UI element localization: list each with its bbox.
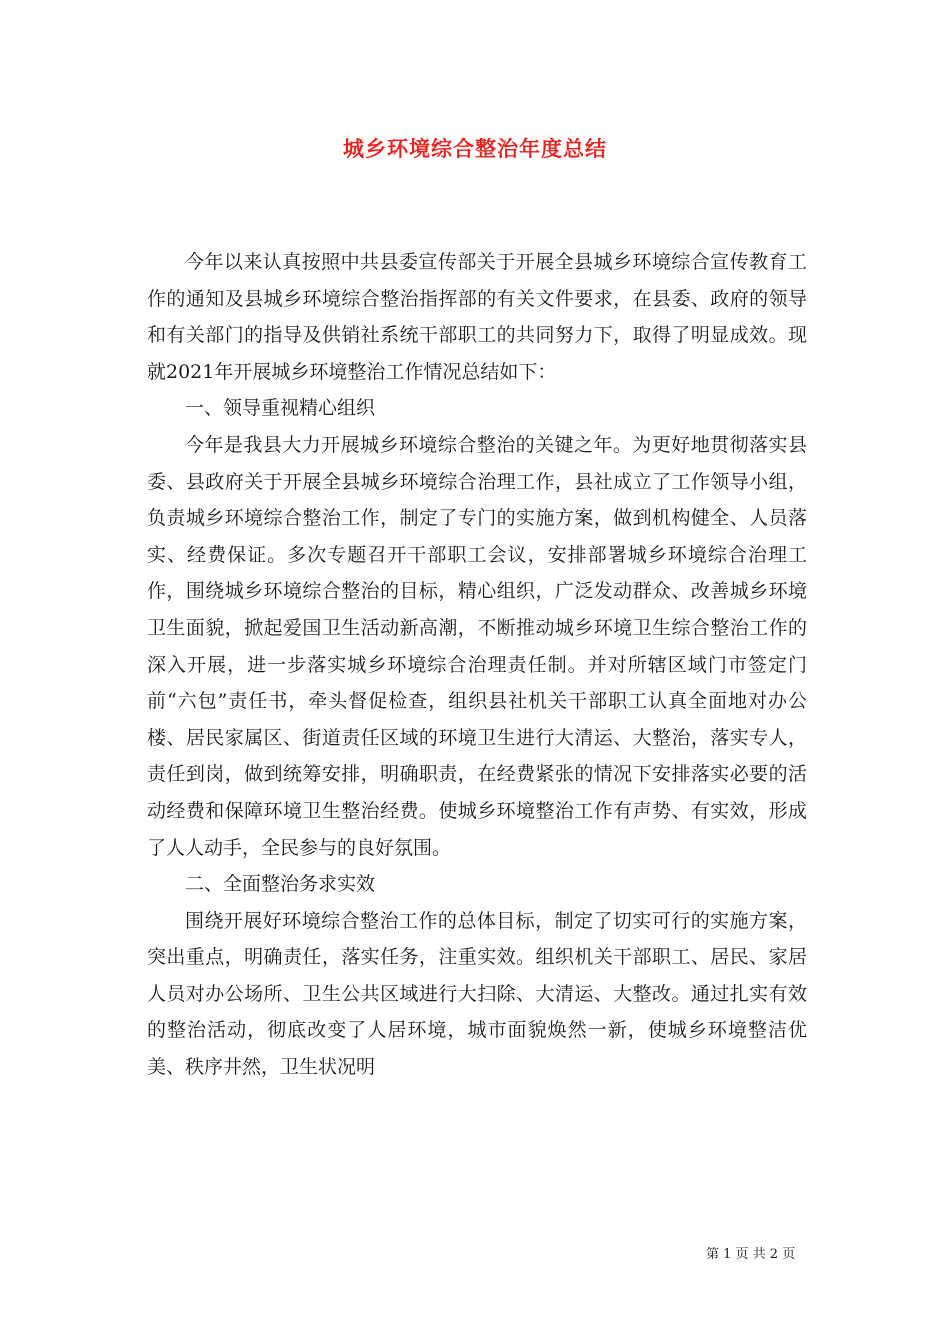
section-heading-2: 二、全面整治务求实效 — [185, 873, 376, 896]
paragraph-section-1: 今年是我县大力开展城乡环境综合整治的关键之年。为更好地贯彻落实县委、县政府关于开展全县城乡环境综合治理工作，县社成立了工作领导小组，负责城乡环境综合整治工作，制定了专门的实施方案，做到机构健全、人员落实、经费保证。多次专题召开干部职工会议，安排部署城乡环境综合治理工作，围绕城乡环境综合整治的目标，精心组织，广泛发动群众、改善城乡环境卫生面貌，掀起爱国卫生活动新高潮，不断推动城乡环境卫生综合整治工作的深入开展，进一步落实城乡环境综合治理责任制。并对所辖区域门市签定门前“六包”责任书，牵头督促检查，组织县社机关干部职工认真全面地对办公楼、居民家属区、街道责任区域的环境卫生进行大清运、大整治，落实专人，责任到岗，做到统筹安排，明确职责，在经费紧张的情况下安排落实必要的活动经费和保障环境卫生整治经费。使城乡环境整治工作有声势、有实效，形成了人人动手，全民参与的良好氛围。 — [147, 433, 807, 859]
document-body — [147, 244, 807, 1086]
section-heading-1: 一、领导重视精心组织 — [185, 397, 376, 420]
page-number-footer: 第 1 页 共 2 页 — [706, 1247, 796, 1262]
document-title: 城乡环境综合整治年度总结 — [343, 137, 607, 161]
paragraph-section-2: 围绕开展好环境综合整治工作的总体目标，制定了切实可行的实施方案，突出重点，明确责任，落实任务，注重实效。组织机关干部职工、居民、家居人员对办公场所、卫生公共区域进行大扫除、大清运、大整改。通过扎实有效的整治活动，彻底改变了人居环境，城市面貌焕然一新，使城乡环境整洁优美、秩序井然，卫生状况明 — [147, 909, 807, 1079]
paragraph-intro: 今年以来认真按照中共县委宣传部关于开展全县城乡环境综合宣传教育工作的通知及县城乡环境综合整治指挥部的有关文件要求，在县委、政府的领导和有关部门的指导及供销社系统干部职工的共同努力下，取得了明显成效。现就2021年开展城乡环境整治工作情况总结如下： — [147, 251, 807, 383]
